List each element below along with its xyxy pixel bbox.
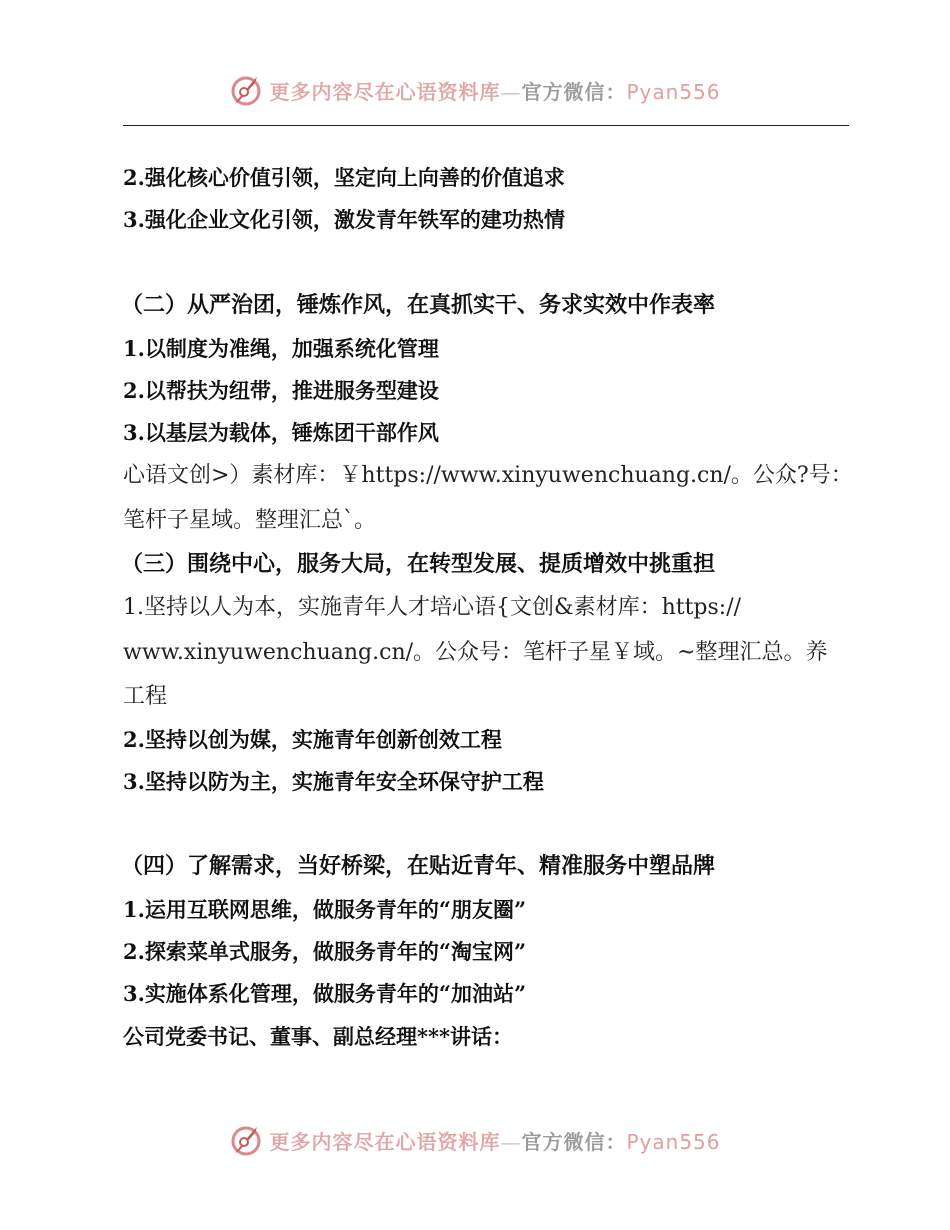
- text-line: 2.坚持以创为媒，实施青年创新创效工程: [123, 727, 502, 752]
- banner-text: 更多内容尽在心语资料库—官方微信：Pyan556: [269, 1129, 721, 1154]
- text-line: 笔杆子星域。整理汇总`。: [123, 508, 377, 533]
- banner-text: 更多内容尽在心语资料库—官方微信：Pyan556: [269, 79, 721, 104]
- quill-logo-icon: [229, 73, 263, 107]
- footer-banner: [0, 1118, 950, 1162]
- text-line: 1.坚持以人为本，实施青年人才培心语{文创&素材库：https://: [123, 595, 742, 620]
- text-line: 2.探索菜单式服务，做服务青年的“淘宝网”: [123, 939, 527, 964]
- text-line: 2.强化核心价值引领，坚定向上向善的价值追求: [123, 165, 565, 190]
- text-line: 心语文创>）素材库：￥https://www.xinyuwenchuang.cn/。公众?号：: [123, 463, 853, 488]
- text-line: 3.实施体系化管理，做服务青年的“加油站”: [123, 981, 527, 1006]
- text-line: 1.运用互联网思维，做服务青年的“朋友圈”: [123, 897, 527, 922]
- header-divider: [123, 125, 849, 126]
- section-heading: （三）围绕中心，服务大局，在转型发展、提质增效中挑重担: [121, 552, 716, 577]
- header-banner: [0, 68, 950, 112]
- text-line: www.xinyuwenchuang.cn/。公众号：笔杆子星￥域。~整理汇总。养: [123, 640, 828, 665]
- section-heading: （四）了解需求，当好桥梁，在贴近青年、精准服务中塑品牌: [121, 854, 716, 879]
- text-line: 2.以帮扶为纽带，推进服务型建设: [123, 378, 439, 403]
- quill-logo-icon: [229, 1123, 263, 1157]
- text-line: 3.以基层为载体，锤炼团干部作风: [123, 420, 439, 445]
- text-line: 3.强化企业文化引领，激发青年铁军的建功热情: [123, 207, 565, 232]
- text-line: 工程: [123, 684, 168, 709]
- text-line: 公司党委书记、董事、副总经理***讲话：: [123, 1024, 513, 1049]
- section-heading: （二）从严治团，锤炼作风，在真抓实干、务求实效中作表率: [121, 293, 716, 318]
- text-line: 3.坚持以防为主，实施青年安全环保守护工程: [123, 769, 544, 794]
- text-line: 1.以制度为准绳，加强系统化管理: [123, 336, 439, 361]
